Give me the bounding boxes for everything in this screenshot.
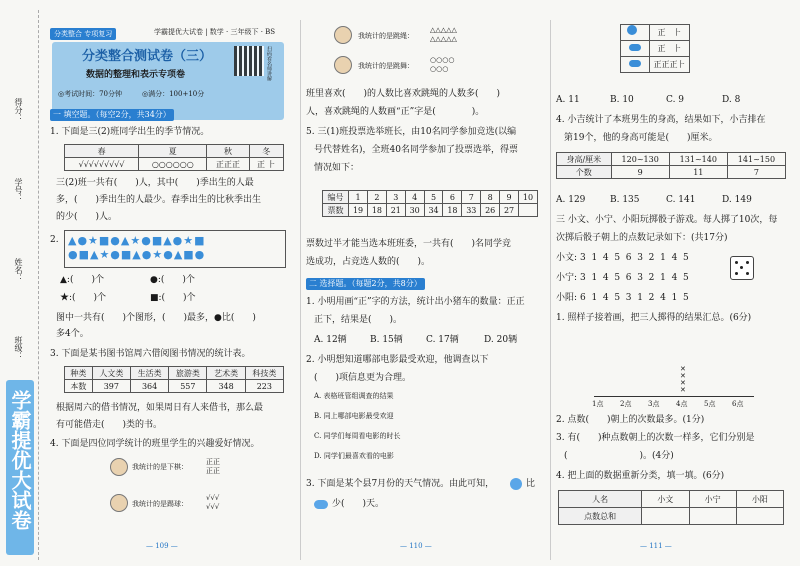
- book-cell: 223: [245, 380, 283, 393]
- vote-header: 8: [481, 191, 500, 204]
- height-cell: 7: [727, 166, 785, 179]
- vote-table: [322, 190, 538, 217]
- q2-1-option-d[interactable]: D. 20辆: [484, 335, 518, 345]
- total-cell[interactable]: [736, 508, 783, 525]
- weather-table: [620, 24, 690, 73]
- vote-cell: 33: [462, 204, 481, 217]
- record-values-wen: 3 1 4 5 6 3 2 1 4 5: [580, 253, 689, 263]
- vote-header: 6: [443, 191, 462, 204]
- sun-icon: [510, 478, 522, 490]
- book-cell: 348: [207, 380, 245, 393]
- page-number: — 109 —: [146, 542, 178, 550]
- season-header: 春: [65, 145, 139, 158]
- p2-marks-3: △△△△△ △△△△△: [430, 26, 457, 43]
- book-header: 艺术类: [207, 367, 245, 380]
- record-values-yang: 6 1 4 5 3 1 2 4 1 5: [580, 293, 689, 303]
- exam-time: ◎考试时间：70分钟: [58, 90, 123, 98]
- vote-header: 5: [424, 191, 443, 204]
- total-cell[interactable]: [642, 508, 689, 525]
- dice-icon: [730, 256, 754, 280]
- vote-cell: 18: [443, 204, 462, 217]
- rain-icon: [629, 60, 641, 67]
- height-row-label: 个数: [557, 166, 612, 179]
- shape-glyphs: ▲●★■●▲★●■▲●★■ ●■▲★●■▲●★●▲■●: [68, 234, 206, 261]
- total-header: 小文: [642, 491, 689, 508]
- page-subtitle: 数据的整理和表示专项卷: [86, 70, 186, 80]
- p2-line-1: 班里喜欢( )的人数比喜欢跳绳的人数多( ): [306, 89, 501, 99]
- season-cell: 正 ⺊: [249, 158, 283, 171]
- book-row-label: 本数: [65, 380, 93, 393]
- cloud-icon: [629, 44, 641, 51]
- vote-header: 7: [462, 191, 481, 204]
- q2-count-triangle: ▲:( )个: [60, 275, 104, 285]
- qr-code: [234, 46, 264, 76]
- vote-cell: 19: [349, 204, 368, 217]
- height-cell: 9: [611, 166, 669, 179]
- record-label-yang: 小阳:: [556, 293, 578, 303]
- page-109: [46, 22, 291, 562]
- q2-2-option-b[interactable]: B. 同上哪部电影最受欢迎: [314, 412, 394, 420]
- season-cell: 正正正: [207, 158, 249, 171]
- q5-text: 5. 三(1)班投票选举班长，由10名同学参加竞选(以编: [306, 127, 517, 137]
- q2-2-option-a[interactable]: A. 表格班管组调查的结果: [314, 392, 394, 400]
- brand-text: 学霸提优大试卷: [8, 390, 32, 530]
- vote-row-label: 票数: [323, 204, 349, 217]
- q2-2-line-2: ( )项信息更为合理。: [314, 373, 412, 383]
- season-header: 冬: [249, 145, 283, 158]
- vote-header: 4: [405, 191, 424, 204]
- axis-label: 3点: [648, 400, 660, 408]
- season-table: [64, 144, 284, 171]
- total-row-label: 点数总和: [559, 508, 642, 525]
- page-number: — 110 —: [400, 542, 432, 550]
- s3-line-2: ( )。(4分): [564, 451, 674, 461]
- record-label-wen: 小文:: [556, 253, 578, 263]
- p2-line-4: 票数过半才能当选本班班委，一共有( )名同学竞: [306, 239, 512, 249]
- class-label: 班级：: [14, 336, 23, 360]
- header-right: 学霸提优大试卷 | 数学 · 三年级下 · BS: [154, 28, 276, 36]
- vote-cell: 27: [500, 204, 519, 217]
- vote-cell: [518, 204, 537, 217]
- q2-4-option-a[interactable]: A. 129: [556, 195, 586, 205]
- q4-text: 4. 下面是四位同学统计的班里学生的兴趣爱好情况。: [50, 439, 260, 449]
- q5-line-2: 号代替姓名)，全班40名同学参加了投票选举，得票: [314, 145, 518, 155]
- dot-plot-axis: [594, 396, 754, 397]
- book-header: 种类: [65, 367, 93, 380]
- vote-cell: 21: [386, 204, 405, 217]
- vote-header: 编号: [323, 191, 349, 204]
- sun-icon: [627, 25, 637, 35]
- axis-label: 5点: [704, 400, 716, 408]
- vote-header: 9: [500, 191, 519, 204]
- record-values-ning: 3 1 4 5 6 3 2 1 4 5: [580, 273, 689, 283]
- p2-person-3: 我统计的是跳绳：: [358, 32, 414, 40]
- height-header: 120~130: [611, 153, 669, 166]
- season-header: 秋: [207, 145, 249, 158]
- s4-text: 4. 把上面的数据重新分类，填一填。(6分): [556, 471, 725, 481]
- score-label: 得分：: [14, 98, 23, 122]
- q2-3-option-a[interactable]: A. 11: [556, 95, 580, 105]
- q2-1-text: 1. 小明用画“正”字的方法，统计出小猪车的数量：正正: [306, 297, 525, 307]
- q2-2-text: 2. 小明想知道哪部电影最受欢迎，他调查以下: [306, 355, 489, 365]
- q2-3-option-b[interactable]: B. 10: [610, 95, 634, 105]
- vote-header: 1: [349, 191, 368, 204]
- name-label: 姓名：: [14, 258, 23, 282]
- vote-cell: 30: [405, 204, 424, 217]
- season-cell: ○○○○○○: [139, 158, 207, 171]
- tally-marks: ✕ ✕ ✕ ✕: [680, 365, 686, 394]
- q2-line-1: 图中一共有( )个图形，( )最多，●比( ): [56, 313, 256, 323]
- vote-cell: 18: [367, 204, 386, 217]
- q4-marks-2: √√√ √√√: [206, 494, 220, 511]
- full-score: ◎满分：100+10分: [142, 90, 205, 98]
- axis-label: 6点: [732, 400, 744, 408]
- q2-2-option-c[interactable]: C. 同学们每周看电影的时长: [314, 432, 401, 440]
- book-header: 旅游类: [169, 367, 207, 380]
- q4-marks-1: 正正 正正: [206, 458, 220, 475]
- season-cell: √√√√√√√√√: [65, 158, 139, 171]
- book-cell: 364: [130, 380, 168, 393]
- q2-count-star: ★:( )个: [60, 293, 107, 303]
- section-3-text: 三 小文、小宁、小阳玩掷骰子游戏。每人掷了10次，每: [556, 215, 778, 225]
- vote-header: 10: [518, 191, 537, 204]
- page-number: — 111 —: [640, 542, 672, 550]
- q2-3-text: 3. 下面是某个县7月份的天气情况。由此可知，: [306, 479, 495, 489]
- q2-1-option-c[interactable]: C. 17辆: [426, 335, 459, 345]
- vote-cell: 26: [481, 204, 500, 217]
- book-header: 科技类: [245, 367, 283, 380]
- s1-text: 1. 照样子接着画，把三人掷得的结果汇总。(6分): [556, 313, 752, 323]
- q1-line-1: 三(2)班一共有( )人，其中( )季出生的人最: [56, 178, 254, 188]
- axis-label: 1点: [592, 400, 604, 408]
- height-header: 身高/厘米: [557, 153, 612, 166]
- section-2-header: 二 选择题。（每题2分，共8分）: [306, 278, 425, 290]
- q2-number: 2.: [50, 235, 59, 245]
- p2-line-5: 选成功，占竞选人数的( )。: [306, 257, 431, 267]
- page-110: [304, 22, 544, 562]
- q2-3-option-c[interactable]: C. 9: [666, 95, 685, 105]
- axis-label: 2点: [620, 400, 632, 408]
- total-header: 小宁: [689, 491, 736, 508]
- q2-1-line-2: 正下，结果是( )。: [314, 315, 403, 325]
- q5-line-3: 情况如下：: [314, 163, 360, 173]
- page-title: 分类整合测试卷（三）: [82, 49, 213, 64]
- axis-label: 4点: [676, 400, 688, 408]
- q2-4-line-2: 第19个，他的身高可能是( )厘米。: [564, 133, 718, 143]
- q1-text: 1. 下面是三(2)班同学出生的季节情况。: [50, 127, 210, 137]
- total-header: 小阳: [736, 491, 783, 508]
- weather-cell: 正 ⺊: [650, 25, 690, 41]
- q2-3-option-d[interactable]: D. 8: [722, 95, 741, 105]
- q2-1-option-a[interactable]: A. 12辆: [314, 335, 347, 345]
- vote-header: 3: [386, 191, 405, 204]
- height-header: 141~150: [727, 153, 785, 166]
- book-cell: 557: [169, 380, 207, 393]
- vote-header: 2: [367, 191, 386, 204]
- p2-line-2: 人，喜欢跳绳的人数画“正”字是( )。: [306, 107, 485, 117]
- height-cell: 11: [669, 166, 727, 179]
- total-header: 人名: [559, 491, 642, 508]
- q2-count-square: ■:( )个: [150, 293, 196, 303]
- q3-line-2: 有可能借走( )类的书。: [56, 420, 163, 430]
- p2-marks-4: ○○○○ ○○○: [430, 56, 455, 73]
- total-cell[interactable]: [689, 508, 736, 525]
- height-header: 131~140: [669, 153, 727, 166]
- qr-label: 扫码看名师讲解: [266, 46, 272, 81]
- q1-line-2: 多，( )季出生的人最少。春季出生的比秋季出生: [56, 195, 262, 205]
- s2-text: 2. 点数( )朝上的次数最多。(1分): [556, 415, 705, 425]
- student-number-label: 学号：: [14, 178, 23, 202]
- q3-line-1: 根据周六的借书情况，如果周日有人来借书，那么最: [56, 403, 264, 413]
- section-1-header: 一 填空题。（每空2分，共34分）: [50, 109, 174, 121]
- s3-text: 3. 有( )种点数朝上的次数一样多，它们分别是: [556, 433, 755, 443]
- p2-person-4: 我统计的是跳舞：: [358, 62, 414, 70]
- height-table: [556, 152, 786, 179]
- book-cell: 397: [92, 380, 130, 393]
- season-header: 夏: [139, 145, 207, 158]
- q2-4-option-b[interactable]: B. 135: [610, 195, 640, 205]
- q2-3-bi: 比: [526, 479, 536, 489]
- q2-2-option-d[interactable]: D. 同学们最喜欢看的电影: [314, 452, 394, 460]
- book-table: [64, 366, 284, 393]
- total-table: [558, 490, 784, 525]
- q2-3-line-2: 少( )天。: [332, 499, 385, 509]
- q4-person-1: 我统计的是下棋：: [132, 463, 188, 471]
- q2-4-option-c[interactable]: C. 141: [666, 195, 696, 205]
- topic-tag: 分类整合 专项复习: [50, 28, 116, 40]
- kid-avatar-2: [110, 494, 128, 512]
- book-header: 人文类: [92, 367, 130, 380]
- book-header: 生活类: [130, 367, 168, 380]
- kid-avatar-1: [110, 458, 128, 476]
- q2-4-text: 4. 小吉统计了本班男生的身高，结果如下，小吉排在: [556, 115, 766, 125]
- page-111: [554, 22, 794, 562]
- q2-1-option-b[interactable]: B. 15辆: [370, 335, 403, 345]
- q2-4-option-d[interactable]: D. 149: [722, 195, 752, 205]
- q1-line-3: 的少( )人。: [56, 212, 118, 222]
- q2-count-circle: ●:( )个: [150, 275, 195, 285]
- record-label-ning: 小宁:: [556, 273, 578, 283]
- kid-avatar-4: [334, 56, 352, 74]
- q3-text: 3. 下面是某书图书馆周六借阅图书情况的统计表。: [50, 349, 251, 359]
- rain-cloud-icon: [314, 500, 328, 509]
- weather-cell: 正正正⺊: [650, 57, 690, 73]
- section-3-line-2: 次掷后骰子朝上的点数记录如下：(共17分): [556, 233, 728, 243]
- vote-cell: 34: [424, 204, 443, 217]
- kid-avatar-3: [334, 26, 352, 44]
- weather-cell: 正 ⺊: [650, 41, 690, 57]
- q2-line-2: 多4个。: [56, 329, 89, 339]
- q4-person-2: 我统计的是踢球：: [132, 500, 188, 508]
